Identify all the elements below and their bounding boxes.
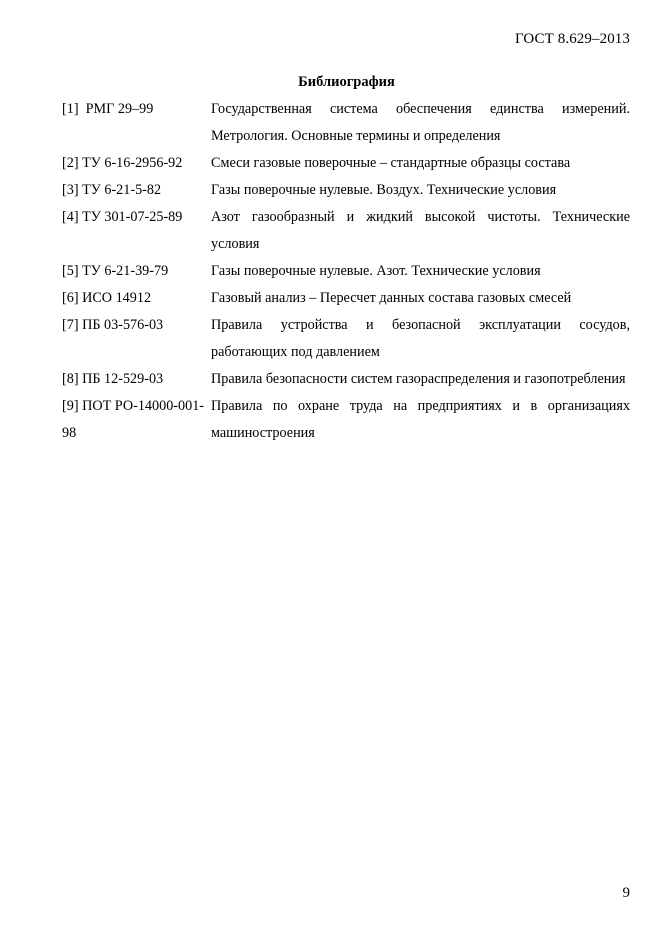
entry-description: Правила по охране труда на предприятиях и в организациях машиностроения (211, 398, 630, 441)
entry-description: Газы поверочные нулевые. Азот. Технические условия (211, 263, 541, 279)
entry-description: Газы поверочные нулевые. Воздух. Технические условия (211, 182, 557, 198)
entry-reference: [3] ТУ 6-21-5-82 (62, 182, 162, 198)
bibliography-entry-6 (62, 285, 630, 312)
bibliography-entry-5 (62, 258, 630, 285)
bibliography-title: Библиография (298, 74, 395, 90)
bibliography-list (62, 96, 630, 447)
entry-reference: [6] ИСО 14912 (62, 290, 152, 306)
entry-description: Газовый анализ – Пересчет данных состава газовых смесей (211, 290, 572, 306)
entry-reference: [9] ПОТ РО-14000-001-98 (62, 398, 205, 441)
entry-reference: [2] ТУ 6-16-2956-92 (62, 155, 183, 171)
bibliography-entry-2 (62, 150, 630, 177)
entry-reference: [4] ТУ 301-07-25-89 (62, 209, 183, 225)
document-code: ГОСТ 8.629–2013 (515, 31, 630, 47)
entry-reference: [5] ТУ 6-21-39-79 (62, 263, 169, 279)
bibliography-entry-1 (62, 96, 630, 150)
bibliography-entry-3 (62, 177, 630, 204)
bibliography-entry-9 (62, 393, 630, 447)
entry-description: Смеси газовые поверочные – стандартные образцы состава (211, 155, 571, 171)
entry-description: Государственная система обеспечения единства измерений. Метрология. Основные термины и определения (211, 101, 630, 144)
bibliography-entry-7 (62, 312, 630, 366)
entry-description: Правила безопасности систем газораспределения и газопотребления (211, 371, 626, 387)
page-number: 9 (622, 885, 630, 901)
entry-reference: [1] РМГ 29–99 (62, 101, 154, 117)
entry-description: Азот газообразный и жидкий высокой чистоты. Технические условия (211, 209, 630, 252)
bibliography-entry-4 (62, 204, 630, 258)
bibliography-entry-8 (62, 366, 630, 393)
entry-description: Правила устройства и безопасной эксплуатации сосудов, работающих под давлением (211, 317, 630, 360)
entry-reference: [7] ПБ 03-576-03 (62, 317, 164, 333)
entry-reference: [8] ПБ 12-529-03 (62, 371, 164, 387)
